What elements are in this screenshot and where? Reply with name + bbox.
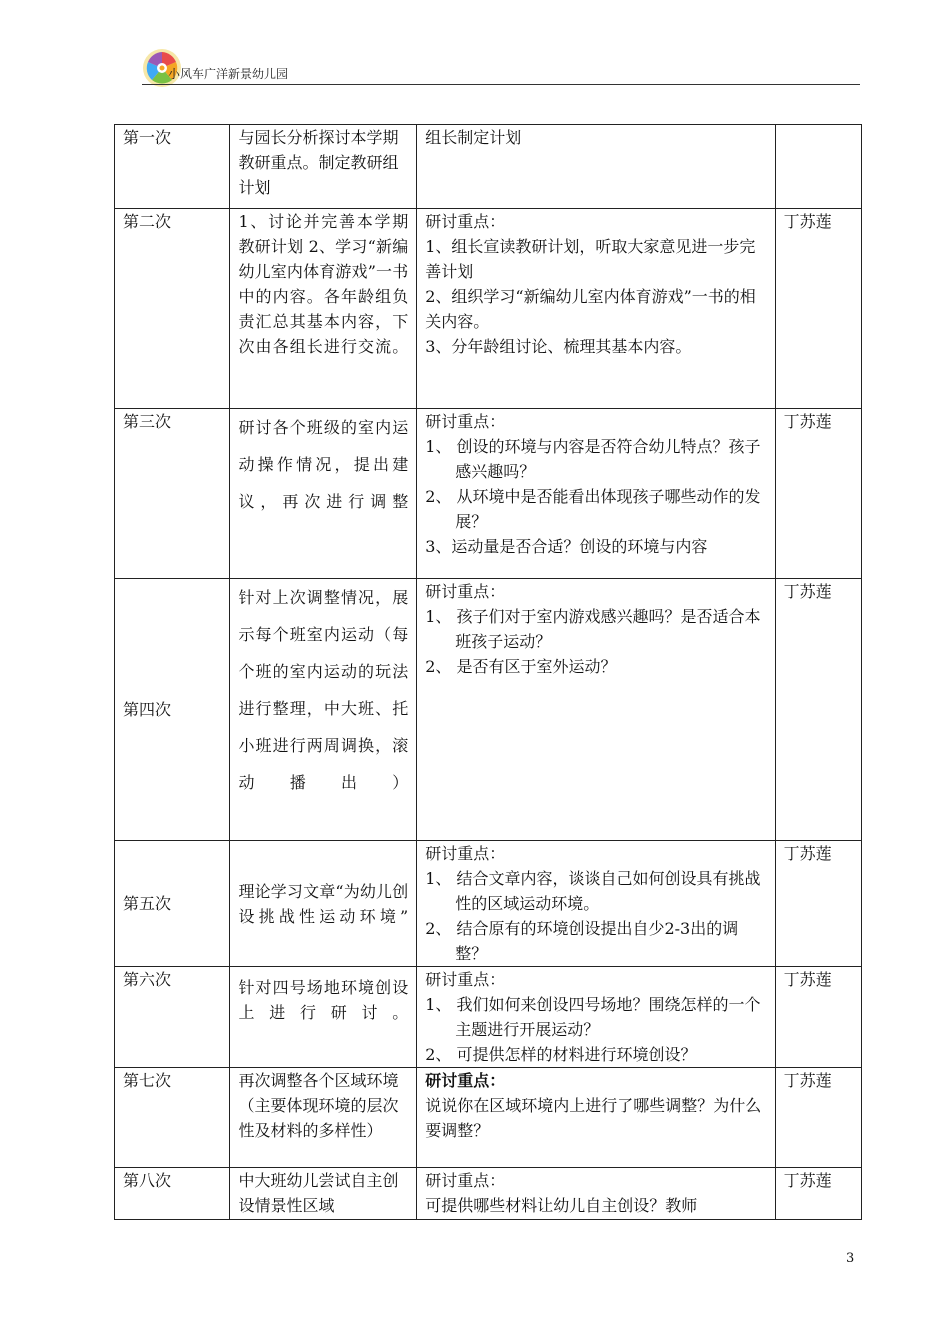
table-row [115,967,862,1068]
focus-title: 研讨重点： [425,1171,506,1190]
session-cell: 第四次 [115,579,230,841]
focus-item: 1、 孩子们对于室内游戏感兴趣吗？是否适合本班孩子运动？ [425,607,761,651]
person-cell: 丁苏莲 [775,1068,861,1168]
table-row [115,409,862,579]
kindergarten-name: 小风车广洋新景幼儿园 [168,67,289,81]
focus-cell [417,967,775,1068]
table-row [115,125,862,209]
focus-title: 研讨重点： [425,844,506,863]
content-cell: 再次调整各个区域环境（主要体现环境的层次性及材料的多样性） [230,1068,417,1168]
person-cell: 丁苏莲 [775,1168,861,1220]
table-row [115,209,862,409]
person-cell [775,125,861,209]
focus-item: 1、 我们如何来创设四号场地？围绕怎样的一个主题进行开展运动？ [425,995,761,1039]
session-cell: 第七次 [115,1068,230,1168]
content-cell: 理论学习文章“为幼儿创设挑战性运动环境” [230,841,417,967]
session-cell: 第八次 [115,1168,230,1220]
focus-title: 研讨重点： [425,212,506,231]
focus-cell [417,1168,775,1220]
focus-item: 2、 是否有区于室外运动？ [425,657,617,676]
content-cell [230,967,417,1068]
focus-cell [417,409,775,579]
focus-title: 研讨重点： [425,970,506,989]
table-row [115,1168,862,1220]
focus-title: 研讨重点： [425,412,506,431]
session-cell: 第六次 [115,967,230,1068]
focus-item: 1、 结合文章内容，谈谈自己如何创设具有挑战性的区域运动环境。 [425,869,761,913]
person-cell: 丁苏莲 [775,409,861,579]
session-cell: 第一次 [115,125,230,209]
focus-item: 1、 创设的环境与内容是否符合幼儿特点？孩子感兴趣吗？ [425,437,761,481]
content-cell: 针对上次调整情况，展示每个班室内运动（每个班的室内运动的玩法进行整理，中大班、托小班进行两周调换，滚动播出） [230,579,417,841]
focus-item: 2、 可提供怎样的材料进行环境创设？ [425,1045,697,1064]
header-divider [142,84,860,85]
content-cell: 1、讨论并完善本学期教研计划 2、学习“新编幼儿室内体育游戏”一书中的内容。各年龄组负责汇总其基本内容，下次由各组长进行交流。 [230,209,417,409]
focus-item: 3、分年龄组讨论、梳理其基本内容。 [425,337,692,356]
research-schedule-table [114,124,862,1220]
session-cell: 第三次 [115,409,230,579]
focus-title: 组长制定计划 [425,128,522,147]
focus-cell [417,125,775,209]
focus-item: 1、组长宣读教研计划，听取大家意见进一步完善计划 [425,237,756,281]
focus-item: 说说你在区域环境内上进行了哪些调整？为什么要调整？ [425,1096,762,1140]
table-row [115,1068,862,1168]
content-text: 针对四号场地环境创设上进行研讨。 [238,978,409,1022]
focus-cell [417,1068,775,1168]
focus-cell [417,841,775,967]
focus-item: 3、运动量是否合适？创设的环境与内容 [425,537,708,556]
session-cell: 第五次 [115,841,230,967]
content-cell: 与园长分析探讨本学期教研重点。制定教研组计划 [230,125,417,209]
page-header [142,48,860,86]
session-cell: 第二次 [115,209,230,409]
person-cell: 丁苏莲 [775,579,861,841]
person-cell: 丁苏莲 [775,967,861,1068]
person-cell: 丁苏莲 [775,209,861,409]
focus-cell [417,209,775,409]
page-number: 3 [846,1251,855,1266]
person-cell: 丁苏莲 [775,841,861,967]
focus-title: 研讨重点： [425,1071,506,1090]
focus-title: 研讨重点： [425,582,506,601]
table-row [115,841,862,967]
focus-item: 2、 从环境中是否能看出体现孩子哪些动作的发展？ [425,487,761,531]
focus-item: 2、 结合原有的环境创设提出自少2-3出的调整？ [425,919,739,963]
focus-item: 可提供哪些材料让幼儿自主创设？教师 [425,1196,698,1215]
focus-cell [417,579,775,841]
table-row [115,579,862,841]
content-cell: 研讨各个班级的室内运动操作情况，提出建议，再次进行调整 [230,409,417,579]
focus-item: 2、组织学习“新编幼儿室内体育游戏”一书的相关内容。 [425,287,756,331]
content-cell: 中大班幼儿尝试自主创设情景性区域 [230,1168,417,1220]
